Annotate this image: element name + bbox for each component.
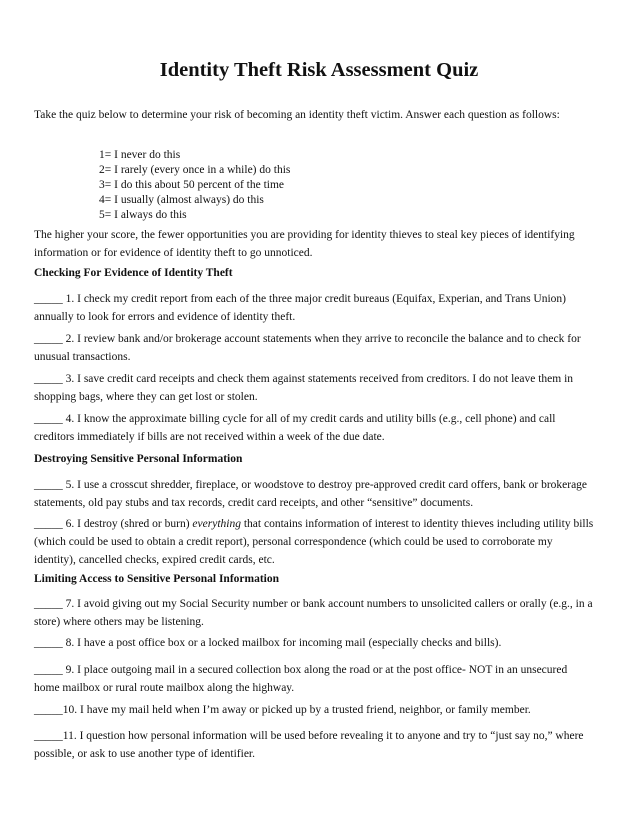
scale-item-1: 1= I never do this xyxy=(99,149,181,161)
question-6-text-start: _____ 6. I destroy (shred or burn) xyxy=(34,518,193,530)
section-heading-destroying: Destroying Sensitive Personal Information xyxy=(34,453,243,465)
question-10: _____10. I have my mail held when I’m away or picked up by a trusted friend, neighbor, or family member. xyxy=(34,704,531,716)
question-5: _____ 5. I use a crosscut shredder, fireplace, or woodstove to destroy pre-approved credit card offers, bank or brokerage statements, old pay stubs and tax records, credit card receipts, and other “sensitive” documents. xyxy=(34,479,588,509)
scale-item-3: 3= I do this about 50 percent of the time xyxy=(99,179,285,191)
question-3: _____ 3. I save credit card receipts and check them against statements received from creditors. I do not leave them in shopping bags, where they can get lost or stolen. xyxy=(34,373,574,403)
section-heading-limiting: Limiting Access to Sensitive Personal Information xyxy=(34,573,279,585)
intro-paragraph: Take the quiz below to determine your risk of becoming an identity theft victim. Answer each question as follows: xyxy=(34,109,560,121)
question-7: _____ 7. I avoid giving out my Social Security number or bank account numbers to unsolicited callers or orally (e.g., in a store) where others may be listening. xyxy=(34,598,593,628)
question-4: _____ 4. I know the approximate billing cycle for all of my credit cards and utility bills (e.g., cell phone) and call creditors immediately if bills are not received within a week of the due date. xyxy=(34,413,556,443)
page-title: Identity Theft Risk Assessment Quiz xyxy=(159,59,479,81)
section-heading-checking: Checking For Evidence of Identity Theft xyxy=(34,267,233,279)
question-6 xyxy=(34,515,594,569)
scale-item-2: 2= I rarely (every once in a while) do this xyxy=(99,164,291,176)
question-8: _____ 8. I have a post office box or a locked mailbox for incoming mail (especially checks and bills). xyxy=(34,637,502,649)
scale-item-5: 5= I always do this xyxy=(99,209,187,221)
score-note-paragraph: The higher your score, the fewer opportunities you are providing for identity thieves to steal key pieces of identifying information or for evidence of identity theft to go unnoticed. xyxy=(34,229,575,259)
scale-item-4: 4= I usually (almost always) do this xyxy=(99,194,264,206)
question-11: _____11. I question how personal information will be used before revealing it to anyone and try to “just say no,” where possible, or ask to use another type of identifier. xyxy=(34,730,584,760)
question-1: _____ 1. I check my credit report from each of the three major credit bureaus (Equifax, Experian, and Trans Union) annually to look for errors and evidence of identity theft. xyxy=(34,293,567,323)
answer-scale-list xyxy=(99,148,499,223)
question-6-text-end: that contains information of interest to identity thieves including utility bills (which could be used to obtain a credit report), personal correspondence (which could be used to corroborate my identity), cancelled checks, expired credit cards, etc. xyxy=(34,518,594,566)
question-9: _____ 9. I place outgoing mail in a secured collection box along the road or at the post office- NOT in an unsecured home mailbox or rural route mailbox along the highway. xyxy=(34,664,568,694)
question-2: _____ 2. I review bank and/or brokerage account statements when they arrive to reconcile the balance and to check for unusual transactions. xyxy=(34,333,581,363)
question-6-emphasis: everything xyxy=(192,518,241,530)
